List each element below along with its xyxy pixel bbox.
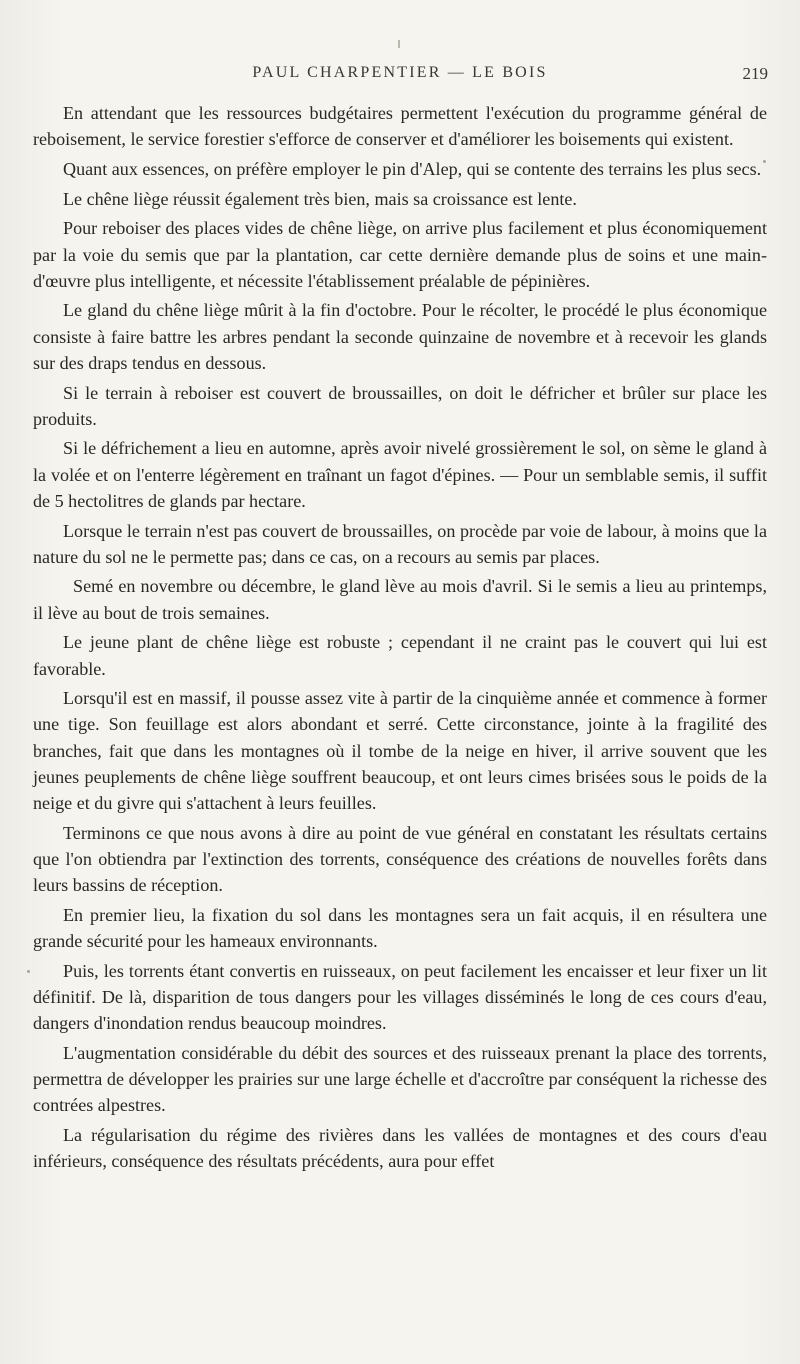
paragraph-11: Lorsqu'il est en massif, il pousse assez vite à partir de la cinquième année et commence à former une tige. Son feuillage est alors abondant et serré. Cette circonstance, jointe à la fragilité des branches, fait que dans les montagnes où il tombe de la neige en hiver, il arrive souvent que les jeunes peuplements de chêne liège souffrent beaucoup, et ont leurs cimes brisées sous le poids de la neige et du givre qui s'attachent à leurs feuilles.: [33, 688, 767, 814]
paragraph-10: Le jeune plant de chêne liège est robuste ; cependant il ne craint pas le couvert qui lui est favorable.: [33, 632, 767, 679]
paper-speck: [27, 970, 30, 973]
paragraph-15: L'augmentation considérable du débit des sources et des ruisseaux prenant la place des torrents, permettra de développer les prairies sur une large échelle et d'accroître par conséquent la richesse des contrées alpestres.: [33, 1042, 767, 1116]
paragraph-13: En premier lieu, la fixation du sol dans les montagnes sera un fait acquis, il en résultera une grande sécurité pour les hameaux environnants.: [33, 904, 767, 952]
paper-speck: [763, 160, 766, 163]
paragraph-5: Le gland du chêne liège mûrit à la fin d'octobre. Pour le récolter, le procédé le plus économique consiste à faire battre les arbres pendant la seconde quinzaine de novembre et à recevoir les glands sur des draps tendus en dessous.: [33, 300, 767, 373]
paragraph-16: La régularisation du régime des rivières dans les vallées de montagnes et des cours d'eau inférieurs, conséquence des résultats précédents, aura pour effet: [33, 1125, 767, 1172]
paragraph-2: Quant aux essences, on préfère employer le pin d'Alep, qui se contente des terrains les plus secs.: [63, 158, 762, 179]
paragraph-9: Semé en novembre ou décembre, le gland lève au mois d'avril. Si le semis a lieu au printemps, il lève au bout de trois semaines.: [33, 576, 767, 623]
printer-mark: [398, 40, 400, 48]
paragraph-12: Terminons ce que nous avons à dire au point de vue général en constatant les résultats certains que l'on obtiendra par l'extinction des torrents, conséquence des créations de nouvelles forêts dans leurs bassins de réception.: [33, 822, 767, 896]
running-title: PAUL CHARPENTIER — LE BOIS: [252, 64, 548, 81]
paragraph-14: Puis, les torrents étant convertis en ruisseaux, on peut facilement les encaisser et leur fixer un lit définitif. De là, disparition de tous dangers pour les villages disséminés le long de ces cours d'eau, dangers d'inondation rendus beaucoup moindres.: [33, 960, 767, 1034]
paragraph-8: Lorsque le terrain n'est pas couvert de broussailles, on procède par voie de labour, à moins que la nature du sol ne le permette pas; dans ce cas, on a recours au semis par places.: [33, 520, 767, 567]
paragraph-7: Si le défrichement a lieu en automne, après avoir nivelé grossièrement le sol, on sème le gland à la volée et on l'enterre légèrement en traînant un fagot d'épines. — Pour un semblable semis, il suffit de 5 hectolitres de glands par hectare.: [33, 438, 767, 511]
paragraph-6: Si le terrain à reboiser est couvert de broussailles, on doit le défricher et brûler sur place les produits.: [33, 382, 767, 429]
running-header: [32, 62, 768, 86]
paragraph-1: En attendant que les ressources budgétaires permettent l'exécution du programme général de reboisement, le service forestier s'efforce de conserver et d'améliorer les boisements qui existent.: [33, 103, 767, 150]
page-number: 219: [742, 64, 768, 83]
body-text: [33, 100, 767, 1178]
paragraph-3: Le chêne liège réussit également très bien, mais sa croissance est lente.: [63, 188, 577, 209]
paragraph-4: Pour reboiser des places vides de chêne liège, on arrive plus facilement et plus économiquement par la voie du semis que par la plantation, car cette dernière demande plus de soins et une main-d'œuvre plus intelligente, et nécessite l'établissement préalable de pépinières.: [33, 218, 767, 291]
